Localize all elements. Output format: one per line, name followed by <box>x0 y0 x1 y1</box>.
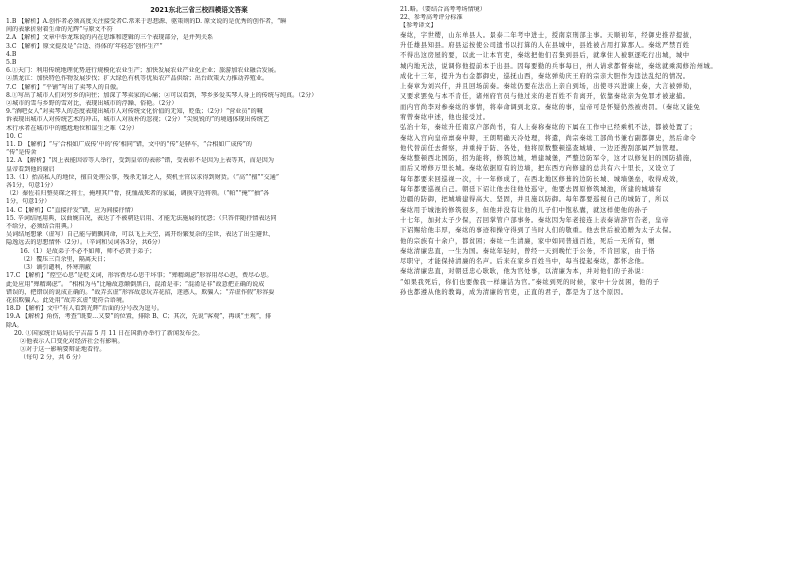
translation-line: 他代替前任去督察，并重持于防、各处，他将原数整顿巡查城墙、一边还搜刮部属严加管理。 <box>400 144 683 152</box>
translation-line: 秦纮入宫向皇帝禀奏申辩，王朗明确天冷处理，将遣，尚宗秦纮工部尚书兼右副都御史，然后命令 <box>400 134 697 142</box>
answer-line: 不给分，必须结合用典。） <box>6 223 77 231</box>
answer-line: 除A。 <box>6 321 23 329</box>
translation-line: 秦纮，字世缨，山东单县人。景泰二年考中进士，授南京刑部主事。天顺初年，经御史推荐提拔， <box>400 31 697 39</box>
left-answers <box>6 18 392 363</box>
translation-line: 不得出这房屋的要，以此一让本官吏，秦纮把他们召集到县后，就拿住人被驱逐吃行出城，城中 <box>400 52 690 60</box>
translation-line: 而后又增修万里长城。秦纮依据原有的边墙，把东西方向修建的总共有六十里长，又设立了 <box>400 165 676 173</box>
answer-line: 皇帝看到他的谢启 <box>6 165 55 173</box>
translation-line: 秦纮清廉忠直，一生为国。秦纮年轻时，曾经一天到晚忙于公务，不肯回家，由于恪 <box>400 247 656 255</box>
translation-line: 而内官尚李对参秦纮的事情，将奉命调到北京。秦纮的事，皇帝可是怀疑仍然被责罚。（秦纮又能免 <box>400 103 701 111</box>
answer-line: 14. C【解析】C“直接抒发”错，应为间接抒情） <box>6 206 137 214</box>
translation-line: 升任雄县知县。府县运按使公司遗书以打算的人在县城中，县姓被占用打算那人。秦纮严禁百姓 <box>400 41 690 49</box>
translation-line: 每年都要来回巡视一次，十一年修成了，在西北地区修葺的边防长城、城墙堡垒，收得成效， <box>400 175 683 183</box>
answer-line: ②城市的雪与乡野的雪对比，表现出城市的浮躁、俗艳。（2分） <box>6 100 178 108</box>
translation-line: 上奏章为刘兴仟，并且回场前奏。秦纮仍要在法出上亲自到场，出使寻兴进谏上奏，大言被弹劾， <box>400 83 697 91</box>
translation-line: 弘治十年，秦纮升任南京户部尚书，有人上奏称秦纮的下属在工作中已经乘机不法，都被处置了； <box>400 124 697 132</box>
answer-line: 吴词结尾想象（虚写）自己能与鹤飘同命，可以飞上天空，离开纷繁复杂的尘世，表达了出尘避世、 <box>6 231 275 239</box>
answer-line: 7.C 【解析】“平铺”写出了卖琴人的自傲。 <box>6 83 123 91</box>
answer-line: “传”是传舍 <box>6 149 37 157</box>
left-column <box>6 6 392 363</box>
answer-line: 诉表现出城市人对传统艺术的冲击，城市人对质朴的忽视；（2分）“尖锐锐的”的境遇体现出传统艺 <box>6 116 269 124</box>
answer-line: 5.B <box>6 59 17 67</box>
translation-line: 尽职守，才能保持清廉的名声。后来在家乡百姓当中，每当提起秦纮，都怀念他。 <box>400 258 649 266</box>
translation-line: 秦纮整顿西北国防，招为能将，修筑边城，增建城堡，严整边防军令，这才以修复旧的国防措施， <box>400 155 697 163</box>
answer-line: 18.D 【解析】文中“有人看到光辉”后面的分号改为逗号。 <box>6 305 163 313</box>
answer-line: 11. D 【解析】“与‘合相如广成传’中的‘传’相同”错，文中的“传”是驿车，“合相如广成传”的 <box>6 141 252 149</box>
translation-line: 边疆的防御，把城墙建得高大、坚固，并且施以防御。每年都要巡视自己的城防了，所以 <box>400 196 669 204</box>
answer-line: ②他表示人口变化对经济社会有影响。 <box>20 337 124 345</box>
answer-line: 错误的，把错误的说成正确的。“故弄玄虚”形容故意玩弄花招，迷惑人，欺骗人；“弄虚作假”形容耍 <box>6 288 275 296</box>
answer-line: （2）秦佐若归整莫琛之将士，掩埋其尸骨，抚恤战死者的家属，调换守边将领。（“帕”“掩”“抽”各 <box>6 190 270 198</box>
answer-line: 各1分，句意1分） <box>6 182 57 190</box>
answer-line: 20. ①国家统计局局长宁吉喆 5 月 11 日在国新办举行了新闻发布会。 <box>14 329 204 337</box>
translation-line: 宥曾秦纮申述，他也接受过。 <box>400 113 490 121</box>
answer-line: 术行承者在城市中的尴尬地位和谋生之难（2分） <box>6 124 138 132</box>
answer-line: 15. 辛词结尾用典，以曲婉自况，表达了不被朝廷启用、才能无法施展的忧怨；（只答伴随抒情表达同 <box>6 214 277 222</box>
answer-line: 间的表象折射着生命的光辉”与原文不符 <box>6 26 113 34</box>
answer-line: 6.①天门：利用传统地理优势进行规模化农业生产；加快发展农业产业化企业；旅游加农业融合发展。 <box>6 67 280 75</box>
answer-line: 【参考译文】 <box>400 22 437 30</box>
right-column <box>400 6 788 298</box>
answer-line: 12. A 【解析】“因上表能因帝等人举行，受到皇帝的表彰”错，受表彰不是因为上表等其，而是因为 <box>6 157 274 165</box>
answer-line: 花招欺骗人。此处用“故弄玄虚”更符合语境。 <box>6 296 129 304</box>
answer-line: 10. C <box>6 132 23 140</box>
answer-line: 此处应用“殚精竭虑”。 “相相为马”比喻故意颠倒黑白，混淆是非；“混淆是非”故意把正确的说成 <box>6 280 265 288</box>
translation-line: 下诏赐给他丰厚，秦纮的事迹和操守得到了当时人们的敬重。他去世后被追赠为太子太保。 <box>400 227 676 235</box>
answer-line: （每句 2 分，共 6 分） <box>20 354 85 362</box>
answer-line: 隐逸远去的思想情怀（2分）。（辛词和吴词各3分，共6分） <box>6 239 164 247</box>
answer-line: 4.B <box>6 50 17 58</box>
translation-line: 十七年，加封太子少保，召回掌管户部事务。秦纮因为年老接连上表奏请辞官告老，皇帝 <box>400 216 669 224</box>
translation-line: 他的宗族有十余户，都贫困；秦纮一生清廉，家中如同普通百姓，死后一无所有，赠 <box>400 237 656 245</box>
translation-line: 每年都要巡视自己。朝廷下诏让他去往他处巡守，他要去固原修筑城池，所建的城墙有 <box>400 186 663 194</box>
translation-line: 秦纮用于城池的修筑很多，但他并没有让他的儿子们中饱私囊，就这样使他的孙子 <box>400 206 649 214</box>
answer-line: （2）覆压三百余里，隔离天日； <box>20 255 110 263</box>
answer-line: 21.略。（要结合高考考场情境） <box>400 6 486 13</box>
answer-line: 19.A 【解析】角伤，考查“既要…又要”的位置，排除 B、C；其次，先说“客观”，再谈“主观”，排 <box>6 313 272 321</box>
page-title: 2021东北三省三校四模语文答案 <box>150 6 248 14</box>
answer-line: ③对于这一影响要辩证地看待。 <box>20 346 106 354</box>
answer-line: 1分，句意1分） <box>6 198 51 206</box>
answer-line: 9.“酒吧女人”对卖琴人的态度表现出城市人对传统文化价值的无知，贬低；（2分）“营业员”的喊 <box>6 108 263 116</box>
answer-line: 17.C 【解析】“控空心思”是贬义词，形容费尽心思干坏事；“殚精竭虑”形容用尽心思，费尽心思。 <box>6 272 273 280</box>
answer-line: （3）谪引谴利，怀寒荆蔽 <box>20 264 91 272</box>
translation-line: 城内地无法，说调你他提前本于出县。因每要勤的兵事每日，州人请求都督秦纮，秦纮就乘渴修治州城。 <box>400 62 718 70</box>
translation-line: “如果我死后，你们也要像我一样廉洁为官。”秦纮到死的时候，家中十分贫困，他的子 <box>400 278 660 286</box>
answer-line: ②黑龙江：加快特色作物发展步伐；扩大绿色有机等优质农产品供给；出台政策大力推动养殖业。 <box>6 75 269 83</box>
answer-line: 3.C 【解析】原文提及是“合适、得体的‘年轻态’创作生产” <box>6 42 163 50</box>
answer-line: 2.A 【解析】文章中举龙珠说的内在思维和逻辑的三个表现部分，是并列关系 <box>6 34 214 42</box>
answer-line: 1.B 【解析】A.创作者必须高度关注接受者C.常来于思想源、驱策则的D. 原文说的是优秀的创作者，“瞬 <box>6 18 287 25</box>
reference-translation <box>400 31 788 299</box>
right-answers-header <box>400 6 788 31</box>
translation-line: 又要求罢免与本不肯任，诸州府官员与他过来的老百姓不肯离开，依靠秦纮亲为免罪才被逮捕。 <box>400 93 690 101</box>
translation-line: 秦纮清廉忠直，对朝廷忠心耿耿，他为官处事，以清廉为本，并对他们的子孙说： <box>400 268 649 276</box>
answer-line: 13.（1）抬高私人的地位，擅自处理公事，残杀无罪之人，契机主官以求得到财货。（“高”“擅”“交通” <box>6 173 279 181</box>
translation-line: 孙也都遵从他的教诲，成为清廉的官吏，正直的君子，都是为了这个原因。 <box>400 289 628 297</box>
answer-line: 16.（1）是故弟子不必不如师，师不必贤于弟子； <box>20 247 156 255</box>
answer-line: 8.①写出了城市人们对穷乡的向往；加深了琴卖家的心痛；②可以看到，琴乡多爱买琴人身上的传统与纯真。（2分） <box>6 91 318 99</box>
translation-line: 成化十三年，提升为右金都御史，巡抚山西，秦纮弹劾庆王府的宗亲大胆作为违法乱纪的情况。 <box>400 72 690 80</box>
answer-line: 22、参考高考评分标准 <box>400 14 463 22</box>
